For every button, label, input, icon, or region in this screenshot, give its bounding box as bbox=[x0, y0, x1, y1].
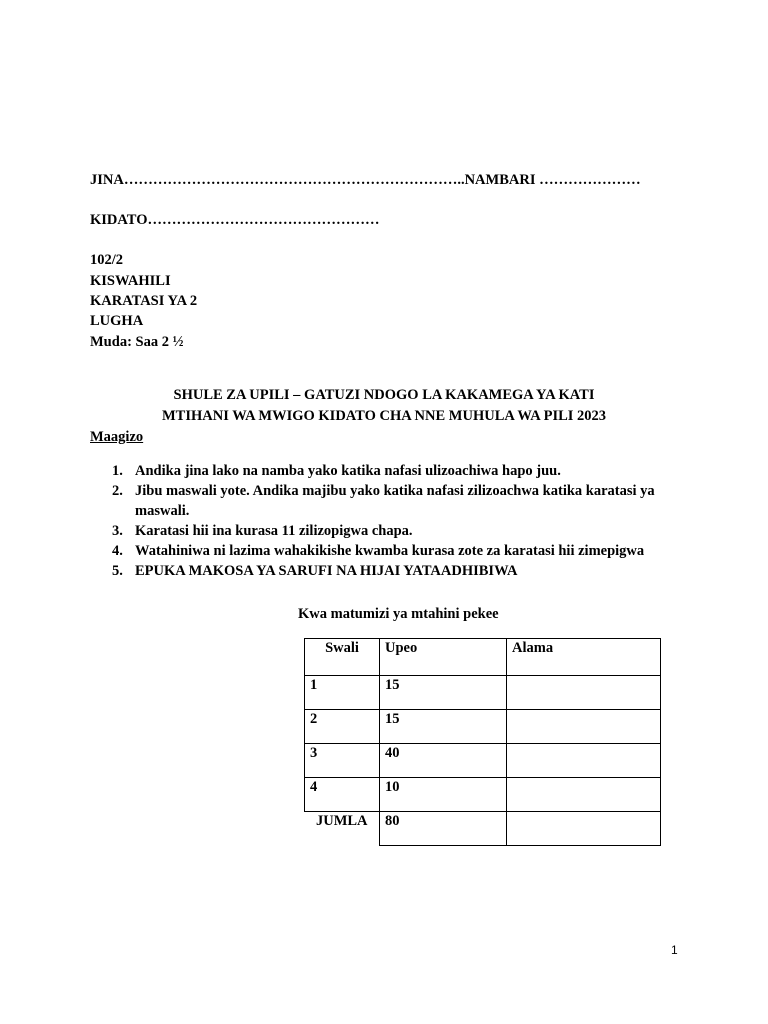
question-number-cell: 3 bbox=[305, 744, 380, 778]
instruction-text: Jibu maswali yote. Andika majibu yako katika nafasi zilizoachwa katika karatasi ya maswali. bbox=[135, 483, 655, 519]
paper-code: 102/2 bbox=[90, 252, 124, 268]
class-line: KIDATO………………………………………… bbox=[90, 212, 380, 228]
instruction-text: Watahiniwa ni lazima wahakikishe kwamba kurasa zote za karatasi hii zimepigwa bbox=[135, 543, 645, 559]
instructions-list bbox=[90, 461, 690, 581]
instruction-number: 3. bbox=[112, 523, 123, 539]
max-marks-cell: 15 bbox=[380, 676, 507, 710]
total-score-cell[interactable] bbox=[507, 812, 661, 846]
table-row bbox=[305, 778, 661, 812]
instruction-item bbox=[90, 481, 690, 521]
marks-table bbox=[304, 638, 661, 846]
total-label: JUMLA bbox=[315, 813, 368, 829]
table-row bbox=[305, 744, 661, 778]
question-number-cell: 2 bbox=[305, 710, 380, 744]
exam-duration: Muda: Saa 2 ½ bbox=[90, 334, 184, 350]
instruction-number: 1. bbox=[112, 463, 123, 479]
instruction-number: 4. bbox=[112, 543, 123, 559]
instruction-item bbox=[90, 541, 690, 561]
instruction-number: 5. bbox=[112, 563, 123, 579]
question-number-cell: 1 bbox=[305, 676, 380, 710]
name-number-line: JINA……………………………………………………………..NAMBARI ………………… bbox=[90, 172, 641, 188]
table-row bbox=[305, 676, 661, 710]
max-marks-cell: 40 bbox=[380, 744, 507, 778]
instruction-text: Andika jina lako na namba yako katika nafasi ulizoachiwa hapo juu. bbox=[135, 463, 561, 479]
instruction-item bbox=[90, 461, 690, 481]
instructions-heading: Maagizo bbox=[90, 429, 144, 445]
score-cell[interactable] bbox=[507, 778, 661, 812]
page-number: 1 bbox=[671, 943, 678, 957]
examiner-caption: Kwa matumizi ya mtahini pekee bbox=[298, 606, 499, 622]
instruction-text: EPUKA MAKOSA YA SARUFI NA HIJAI YATAADHIBIWA bbox=[135, 563, 518, 579]
table-header-row bbox=[305, 639, 661, 676]
score-cell[interactable] bbox=[507, 710, 661, 744]
paper-number: KARATASI YA 2 bbox=[90, 293, 198, 309]
score-cell[interactable] bbox=[507, 744, 661, 778]
max-marks-cell: 15 bbox=[380, 710, 507, 744]
table-total-row bbox=[305, 812, 661, 846]
table-row bbox=[305, 710, 661, 744]
column-header-alama: Alama bbox=[507, 639, 661, 676]
exam-title-line2: MTIHANI WA MWIGO KIDATO CHA NNE MUHULA WA PILI 2023 bbox=[161, 408, 607, 424]
max-marks-cell: 10 bbox=[380, 778, 507, 812]
question-number-cell: 4 bbox=[305, 778, 380, 812]
total-max-marks-cell: 80 bbox=[380, 812, 507, 846]
column-header-swali: Swali bbox=[305, 639, 380, 676]
instruction-item bbox=[90, 561, 690, 581]
instruction-text: Karatasi hii ina kurasa 11 zilizopigwa chapa. bbox=[135, 523, 413, 539]
instruction-number: 2. bbox=[112, 483, 123, 499]
exam-title-line1: SHULE ZA UPILI – GATUZI NDOGO LA KAKAMEGA YA KATI bbox=[173, 387, 595, 403]
subject-name: KISWAHILI bbox=[90, 273, 171, 289]
score-cell[interactable] bbox=[507, 676, 661, 710]
column-header-upeo: Upeo bbox=[380, 639, 507, 676]
instruction-item bbox=[90, 521, 690, 541]
section-name: LUGHA bbox=[90, 313, 144, 329]
